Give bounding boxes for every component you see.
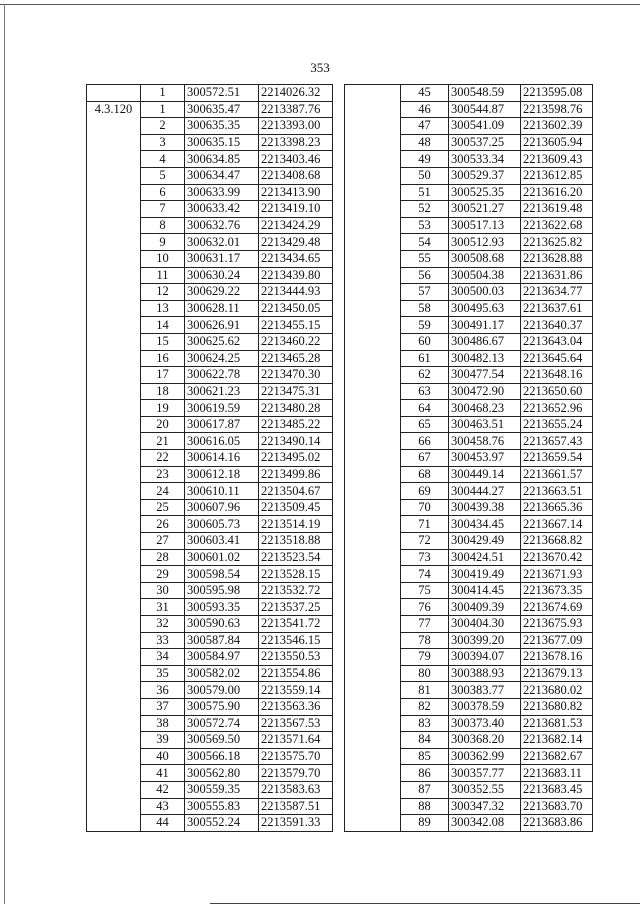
y-coordinate-cell: 2213434.65: [259, 250, 333, 267]
point-number-cell: 82: [401, 698, 449, 715]
x-coordinate-cell: 300619.59: [185, 400, 259, 417]
y-coordinate-cell: 2213609.43: [521, 151, 593, 168]
point-number-cell: 37: [141, 698, 185, 715]
y-coordinate-cell: 2213655.24: [521, 416, 593, 433]
y-coordinate-cell: 2213675.93: [521, 616, 593, 633]
y-coordinate-cell: 2213643.04: [521, 333, 593, 350]
y-coordinate-cell: 2213671.93: [521, 566, 593, 583]
y-coordinate-cell: 2213470.30: [259, 367, 333, 384]
y-coordinate-cell: 2213480.28: [259, 400, 333, 417]
point-number-cell: 56: [401, 267, 449, 284]
y-coordinate-cell: 2213499.86: [259, 466, 333, 483]
point-number-cell: 36: [141, 682, 185, 699]
point-number-cell: 65: [401, 416, 449, 433]
point-number-cell: 66: [401, 433, 449, 450]
y-coordinate-cell: 2213563.36: [259, 698, 333, 715]
point-number-cell: 62: [401, 367, 449, 384]
y-coordinate-cell: 2213683.70: [521, 798, 593, 815]
table-row: [87, 85, 333, 102]
point-number-cell: 55: [401, 250, 449, 267]
x-coordinate-cell: 300584.97: [185, 649, 259, 666]
point-number-cell: 32: [141, 616, 185, 633]
y-coordinate-cell: 2213419.10: [259, 201, 333, 218]
x-coordinate-cell: 300572.51: [185, 85, 259, 102]
y-coordinate-cell: 2213612.85: [521, 167, 593, 184]
x-coordinate-cell: 300572.74: [185, 715, 259, 732]
y-coordinate-cell: 2213650.60: [521, 383, 593, 400]
y-coordinate-cell: 2213550.53: [259, 649, 333, 666]
coordinates-table-right: [344, 84, 593, 832]
point-number-cell: 54: [401, 234, 449, 251]
y-coordinate-cell: 2213514.19: [259, 516, 333, 533]
point-number-cell: 39: [141, 732, 185, 749]
point-number-cell: 49: [401, 151, 449, 168]
y-coordinate-cell: 2213659.54: [521, 450, 593, 467]
y-coordinate-cell: 2213567.53: [259, 715, 333, 732]
y-coordinate-cell: 2213403.46: [259, 151, 333, 168]
y-coordinate-cell: 2213670.42: [521, 549, 593, 566]
section-cell: 4.3.120: [87, 101, 141, 831]
x-coordinate-cell: 300634.85: [185, 151, 259, 168]
x-coordinate-cell: 300552.24: [185, 815, 259, 832]
point-number-cell: 23: [141, 466, 185, 483]
point-number-cell: 42: [141, 781, 185, 798]
page-border-top: [0, 4, 640, 5]
point-number-cell: 25: [141, 499, 185, 516]
x-coordinate-cell: 300628.11: [185, 300, 259, 317]
point-number-cell: 27: [141, 533, 185, 550]
x-coordinate-cell: 300555.83: [185, 798, 259, 815]
x-coordinate-cell: 300537.25: [449, 134, 521, 151]
point-number-cell: 83: [401, 715, 449, 732]
point-number-cell: 86: [401, 765, 449, 782]
y-coordinate-cell: 2213518.88: [259, 533, 333, 550]
x-coordinate-cell: 300495.63: [449, 300, 521, 317]
y-coordinate-cell: 2213598.76: [521, 101, 593, 118]
point-number-cell: 20: [141, 416, 185, 433]
x-coordinate-cell: 300362.99: [449, 748, 521, 765]
point-number-cell: 73: [401, 549, 449, 566]
page-number: 353: [310, 60, 330, 75]
point-number-cell: 84: [401, 732, 449, 749]
x-coordinate-cell: 300444.27: [449, 483, 521, 500]
y-coordinate-cell: 2213450.05: [259, 300, 333, 317]
x-coordinate-cell: 300458.76: [449, 433, 521, 450]
x-coordinate-cell: 300635.47: [185, 101, 259, 118]
x-coordinate-cell: 300631.17: [185, 250, 259, 267]
point-number-cell: 87: [401, 781, 449, 798]
y-coordinate-cell: 2213640.37: [521, 317, 593, 334]
point-number-cell: 45: [401, 85, 449, 102]
y-coordinate-cell: 2213387.76: [259, 101, 333, 118]
point-number-cell: 33: [141, 632, 185, 649]
y-coordinate-cell: 2213393.00: [259, 118, 333, 135]
x-coordinate-cell: 300579.00: [185, 682, 259, 699]
x-coordinate-cell: 300463.51: [449, 416, 521, 433]
y-coordinate-cell: 2213413.90: [259, 184, 333, 201]
y-coordinate-cell: 2213625.82: [521, 234, 593, 251]
point-number-cell: 26: [141, 516, 185, 533]
point-number-cell: 11: [141, 267, 185, 284]
point-number-cell: 19: [141, 400, 185, 417]
point-number-cell: 52: [401, 201, 449, 218]
point-number-cell: 29: [141, 566, 185, 583]
y-coordinate-cell: 2213652.96: [521, 400, 593, 417]
y-coordinate-cell: 2213424.29: [259, 217, 333, 234]
x-coordinate-cell: 300605.73: [185, 516, 259, 533]
y-coordinate-cell: 2213663.51: [521, 483, 593, 500]
point-number-cell: 67: [401, 450, 449, 467]
x-coordinate-cell: 300616.05: [185, 433, 259, 450]
y-coordinate-cell: 2213408.68: [259, 167, 333, 184]
point-number-cell: 8: [141, 217, 185, 234]
x-coordinate-cell: 300357.77: [449, 765, 521, 782]
x-coordinate-cell: 300569.50: [185, 732, 259, 749]
point-number-cell: 17: [141, 367, 185, 384]
point-number-cell: 89: [401, 815, 449, 832]
point-number-cell: 78: [401, 632, 449, 649]
x-coordinate-cell: 300394.07: [449, 649, 521, 666]
x-coordinate-cell: 300439.38: [449, 499, 521, 516]
x-coordinate-cell: 300621.23: [185, 383, 259, 400]
point-number-cell: 63: [401, 383, 449, 400]
y-coordinate-cell: 2213591.33: [259, 815, 333, 832]
y-coordinate-cell: 2213444.93: [259, 284, 333, 301]
page-border-bottom: [210, 903, 640, 904]
x-coordinate-cell: 300409.39: [449, 599, 521, 616]
point-number-cell: 43: [141, 798, 185, 815]
x-coordinate-cell: 300449.14: [449, 466, 521, 483]
point-number-cell: 18: [141, 383, 185, 400]
point-number-cell: 47: [401, 118, 449, 135]
x-coordinate-cell: 300612.18: [185, 466, 259, 483]
point-number-cell: 70: [401, 499, 449, 516]
y-coordinate-cell: 2213554.86: [259, 665, 333, 682]
y-coordinate-cell: 2213678.16: [521, 649, 593, 666]
point-number-cell: 34: [141, 649, 185, 666]
y-coordinate-cell: 2213648.16: [521, 367, 593, 384]
section-cell-empty: [87, 85, 141, 102]
point-number-cell: 40: [141, 748, 185, 765]
page-border-left: [4, 4, 5, 904]
point-number-cell: 57: [401, 284, 449, 301]
point-number-cell: 16: [141, 350, 185, 367]
y-coordinate-cell: 2213495.02: [259, 450, 333, 467]
point-number-cell: 1: [141, 101, 185, 118]
x-coordinate-cell: 300533.34: [449, 151, 521, 168]
x-coordinate-cell: 300352.55: [449, 781, 521, 798]
y-coordinate-cell: 2213683.11: [521, 765, 593, 782]
x-coordinate-cell: 300617.87: [185, 416, 259, 433]
y-coordinate-cell: 2213683.86: [521, 815, 593, 832]
point-number-cell: 60: [401, 333, 449, 350]
y-coordinate-cell: 2213509.45: [259, 499, 333, 516]
x-coordinate-cell: 300559.35: [185, 781, 259, 798]
y-coordinate-cell: 2213504.67: [259, 483, 333, 500]
point-number-cell: 80: [401, 665, 449, 682]
point-number-cell: 77: [401, 616, 449, 633]
y-coordinate-cell: 2213673.35: [521, 582, 593, 599]
x-coordinate-cell: 300424.51: [449, 549, 521, 566]
point-number-cell: 6: [141, 184, 185, 201]
y-coordinate-cell: 2213661.57: [521, 466, 593, 483]
x-coordinate-cell: 300419.49: [449, 566, 521, 583]
x-coordinate-cell: 300590.63: [185, 616, 259, 633]
x-coordinate-cell: 300614.16: [185, 450, 259, 467]
x-coordinate-cell: 300625.62: [185, 333, 259, 350]
point-number-cell: 21: [141, 433, 185, 450]
x-coordinate-cell: 300593.35: [185, 599, 259, 616]
point-number-cell: 22: [141, 450, 185, 467]
x-coordinate-cell: 300633.99: [185, 184, 259, 201]
x-coordinate-cell: 300414.45: [449, 582, 521, 599]
y-coordinate-cell: 2213682.67: [521, 748, 593, 765]
x-coordinate-cell: 300477.54: [449, 367, 521, 384]
y-coordinate-cell: 2213631.86: [521, 267, 593, 284]
point-number-cell: 59: [401, 317, 449, 334]
y-coordinate-cell: 2213587.51: [259, 798, 333, 815]
y-coordinate-cell: 2213677.09: [521, 632, 593, 649]
point-number-cell: 61: [401, 350, 449, 367]
x-coordinate-cell: 300544.87: [449, 101, 521, 118]
y-coordinate-cell: 2213575.70: [259, 748, 333, 765]
y-coordinate-cell: 2213680.82: [521, 698, 593, 715]
x-coordinate-cell: 300566.18: [185, 748, 259, 765]
y-coordinate-cell: 2213439.80: [259, 267, 333, 284]
x-coordinate-cell: 300429.49: [449, 533, 521, 550]
x-coordinate-cell: 300626.91: [185, 317, 259, 334]
y-coordinate-cell: 2213595.08: [521, 85, 593, 102]
point-number-cell: 71: [401, 516, 449, 533]
y-coordinate-cell: 2213634.77: [521, 284, 593, 301]
y-coordinate-cell: 2213455.15: [259, 317, 333, 334]
y-coordinate-cell: 2213541.72: [259, 616, 333, 633]
x-coordinate-cell: 300635.35: [185, 118, 259, 135]
table-row: [87, 101, 333, 118]
x-coordinate-cell: 300491.17: [449, 317, 521, 334]
y-coordinate-cell: 2213645.64: [521, 350, 593, 367]
point-number-cell: 51: [401, 184, 449, 201]
point-number-cell: 44: [141, 815, 185, 832]
x-coordinate-cell: 300504.38: [449, 267, 521, 284]
y-coordinate-cell: 2213622.68: [521, 217, 593, 234]
point-number-cell: 48: [401, 134, 449, 151]
y-coordinate-cell: 2213682.14: [521, 732, 593, 749]
point-number-cell: 85: [401, 748, 449, 765]
coordinates-table-left: [86, 84, 333, 832]
x-coordinate-cell: 300562.80: [185, 765, 259, 782]
x-coordinate-cell: 300500.03: [449, 284, 521, 301]
x-coordinate-cell: 300368.20: [449, 732, 521, 749]
y-coordinate-cell: 2213490.14: [259, 433, 333, 450]
x-coordinate-cell: 300630.24: [185, 267, 259, 284]
x-coordinate-cell: 300587.84: [185, 632, 259, 649]
y-coordinate-cell: 2213571.64: [259, 732, 333, 749]
x-coordinate-cell: 300603.41: [185, 533, 259, 550]
y-coordinate-cell: 2213665.36: [521, 499, 593, 516]
y-coordinate-cell: 2213674.69: [521, 599, 593, 616]
y-coordinate-cell: 2213619.48: [521, 201, 593, 218]
x-coordinate-cell: 300624.25: [185, 350, 259, 367]
x-coordinate-cell: 300378.59: [449, 698, 521, 715]
point-number-cell: 9: [141, 234, 185, 251]
y-coordinate-cell: 2214026.32: [259, 85, 333, 102]
point-number-cell: 24: [141, 483, 185, 500]
x-coordinate-cell: 300629.22: [185, 284, 259, 301]
point-number-cell: 10: [141, 250, 185, 267]
point-number-cell: 31: [141, 599, 185, 616]
point-number-cell: 28: [141, 549, 185, 566]
x-coordinate-cell: 300508.68: [449, 250, 521, 267]
x-coordinate-cell: 300595.98: [185, 582, 259, 599]
point-number-cell: 35: [141, 665, 185, 682]
y-coordinate-cell: 2213537.25: [259, 599, 333, 616]
point-number-cell: 88: [401, 798, 449, 815]
x-coordinate-cell: 300635.15: [185, 134, 259, 151]
x-coordinate-cell: 300622.78: [185, 367, 259, 384]
y-coordinate-cell: 2213475.31: [259, 383, 333, 400]
y-coordinate-cell: 2213460.22: [259, 333, 333, 350]
y-coordinate-cell: 2213398.23: [259, 134, 333, 151]
point-number-cell: 3: [141, 134, 185, 151]
point-number-cell: 75: [401, 582, 449, 599]
point-number-cell: 68: [401, 466, 449, 483]
point-number-cell: 50: [401, 167, 449, 184]
x-coordinate-cell: 300610.11: [185, 483, 259, 500]
point-number-cell: 41: [141, 765, 185, 782]
point-number-cell: 2: [141, 118, 185, 135]
x-coordinate-cell: 300486.67: [449, 333, 521, 350]
y-coordinate-cell: 2213528.15: [259, 566, 333, 583]
y-coordinate-cell: 2213546.15: [259, 632, 333, 649]
y-coordinate-cell: 2213523.54: [259, 549, 333, 566]
x-coordinate-cell: 300607.96: [185, 499, 259, 516]
y-coordinate-cell: 2213429.48: [259, 234, 333, 251]
point-number-cell: 30: [141, 582, 185, 599]
x-coordinate-cell: 300468.23: [449, 400, 521, 417]
y-coordinate-cell: 2213657.43: [521, 433, 593, 450]
y-coordinate-cell: 2213679.13: [521, 665, 593, 682]
table-row: [345, 85, 593, 102]
point-number-cell: 15: [141, 333, 185, 350]
y-coordinate-cell: 2213681.53: [521, 715, 593, 732]
x-coordinate-cell: 300404.30: [449, 616, 521, 633]
x-coordinate-cell: 300399.20: [449, 632, 521, 649]
x-coordinate-cell: 300472.90: [449, 383, 521, 400]
point-number-cell: 53: [401, 217, 449, 234]
point-number-cell: 58: [401, 300, 449, 317]
x-coordinate-cell: 300512.93: [449, 234, 521, 251]
point-number-cell: 69: [401, 483, 449, 500]
y-coordinate-cell: 2213485.22: [259, 416, 333, 433]
x-coordinate-cell: 300601.02: [185, 549, 259, 566]
y-coordinate-cell: 2213683.45: [521, 781, 593, 798]
x-coordinate-cell: 300634.47: [185, 167, 259, 184]
point-number-cell: 1: [141, 85, 185, 102]
y-coordinate-cell: 2213465.28: [259, 350, 333, 367]
y-coordinate-cell: 2213583.63: [259, 781, 333, 798]
x-coordinate-cell: 300347.32: [449, 798, 521, 815]
x-coordinate-cell: 300582.02: [185, 665, 259, 682]
x-coordinate-cell: 300575.90: [185, 698, 259, 715]
x-coordinate-cell: 300598.54: [185, 566, 259, 583]
x-coordinate-cell: 300342.08: [449, 815, 521, 832]
point-number-cell: 14: [141, 317, 185, 334]
point-number-cell: 12: [141, 284, 185, 301]
point-number-cell: 72: [401, 533, 449, 550]
x-coordinate-cell: 300373.40: [449, 715, 521, 732]
y-coordinate-cell: 2213667.14: [521, 516, 593, 533]
x-coordinate-cell: 300388.93: [449, 665, 521, 682]
x-coordinate-cell: 300434.45: [449, 516, 521, 533]
y-coordinate-cell: 2213628.88: [521, 250, 593, 267]
y-coordinate-cell: 2213637.61: [521, 300, 593, 317]
x-coordinate-cell: 300632.76: [185, 217, 259, 234]
y-coordinate-cell: 2213602.39: [521, 118, 593, 135]
point-number-cell: 5: [141, 167, 185, 184]
y-coordinate-cell: 2213559.14: [259, 682, 333, 699]
x-coordinate-cell: 300517.13: [449, 217, 521, 234]
x-coordinate-cell: 300633.42: [185, 201, 259, 218]
x-coordinate-cell: 300632.01: [185, 234, 259, 251]
y-coordinate-cell: 2213680.02: [521, 682, 593, 699]
section-cell: [345, 85, 401, 832]
y-coordinate-cell: 2213616.20: [521, 184, 593, 201]
point-number-cell: 13: [141, 300, 185, 317]
y-coordinate-cell: 2213605.94: [521, 134, 593, 151]
point-number-cell: 76: [401, 599, 449, 616]
x-coordinate-cell: 300529.37: [449, 167, 521, 184]
y-coordinate-cell: 2213532.72: [259, 582, 333, 599]
x-coordinate-cell: 300521.27: [449, 201, 521, 218]
point-number-cell: 38: [141, 715, 185, 732]
point-number-cell: 74: [401, 566, 449, 583]
point-number-cell: 81: [401, 682, 449, 699]
point-number-cell: 79: [401, 649, 449, 666]
point-number-cell: 46: [401, 101, 449, 118]
point-number-cell: 64: [401, 400, 449, 417]
x-coordinate-cell: 300453.97: [449, 450, 521, 467]
x-coordinate-cell: 300541.09: [449, 118, 521, 135]
x-coordinate-cell: 300482.13: [449, 350, 521, 367]
y-coordinate-cell: 2213668.82: [521, 533, 593, 550]
x-coordinate-cell: 300383.77: [449, 682, 521, 699]
point-number-cell: 4: [141, 151, 185, 168]
x-coordinate-cell: 300525.35: [449, 184, 521, 201]
x-coordinate-cell: 300548.59: [449, 85, 521, 102]
y-coordinate-cell: 2213579.70: [259, 765, 333, 782]
point-number-cell: 7: [141, 201, 185, 218]
